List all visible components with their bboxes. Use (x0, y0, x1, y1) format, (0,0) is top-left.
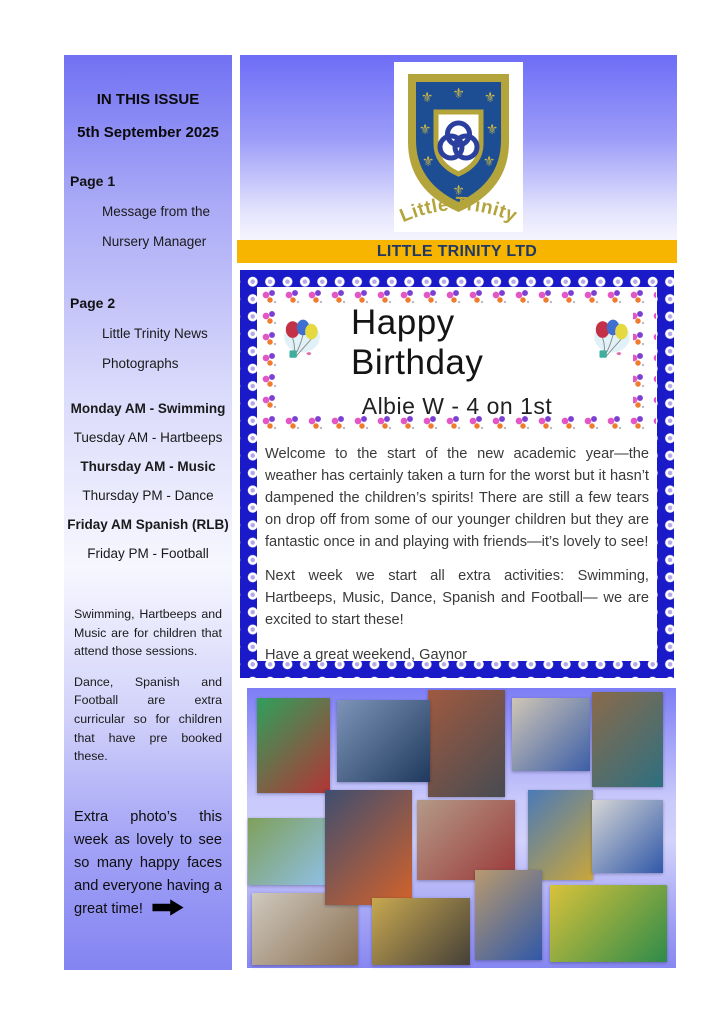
photo-collage (247, 688, 676, 968)
schedule-line: Tuesday AM - Hartbeeps (73, 430, 223, 445)
svg-text:⚜: ⚜ (420, 90, 434, 106)
schedule-line: Friday PM - Football (87, 546, 209, 561)
school-crest-logo (394, 62, 523, 232)
sidebar (64, 55, 232, 970)
manager-message (258, 434, 656, 667)
photo-friends-hug (512, 698, 590, 771)
toc-item: Nursery Manager (102, 234, 207, 249)
schedule-line: Thursday PM - Dance (82, 488, 214, 503)
issue-title: IN THIS ISSUE (96, 91, 200, 108)
photo-boy-teal (592, 692, 663, 787)
issue-date: 5th September 2025 (77, 124, 219, 141)
photo-costumes-green-door (257, 698, 330, 793)
svg-text:⚜: ⚜ (421, 154, 435, 170)
birthday-box (258, 288, 656, 434)
photo-shelves-toddler (475, 870, 542, 960)
birthday-child: Albie W - 4 on 1st (361, 392, 553, 419)
photo-blocks-girl (528, 790, 593, 880)
banner (237, 240, 677, 263)
photo-orange-basket (325, 790, 412, 905)
toc-item: Message from the (102, 204, 211, 219)
toc-page-1: Page 1 (70, 173, 116, 189)
sessions-note: Swimming, Hartbeeps and Music are for children that attend those sessions. (74, 607, 222, 659)
newsletter-border-frame (240, 270, 674, 678)
message-paragraph: Have a great weekend, Gaynor (265, 647, 467, 664)
schedule-line: Friday AM Spanish (RLB) (67, 517, 229, 532)
photo-blue-slide (248, 818, 330, 885)
main-column (240, 55, 677, 970)
photo-football-bricks (428, 690, 505, 797)
photo-dinosaur-tray (337, 700, 430, 782)
schedule-line: Thursday AM - Music (80, 459, 216, 474)
balloons-icon (281, 316, 323, 369)
svg-text:⚜: ⚜ (418, 122, 432, 138)
banner-title: LITTLE TRINITY LTD (376, 242, 538, 260)
photo-red-tops-pair (417, 800, 515, 880)
toc-item: Photographs (102, 356, 179, 371)
svg-text:⚜: ⚜ (485, 122, 499, 138)
schedule-line: Monday AM - Swimming (70, 401, 226, 416)
photo-trophies-table (372, 898, 470, 965)
balloons-icon (591, 316, 633, 369)
svg-text:⚜: ⚜ (452, 86, 465, 102)
birthday-title: Happy Birthday (351, 302, 484, 382)
message-paragraph: Next week we start all extra activities: Swimming, Hartbeeps, Music, Dance, Spanish and Football— we are excited to start these! (265, 568, 649, 629)
message-paragraph: Welcome to the start of the new academic year—the weather has certainly taken a turn for the worst but it hasn’t dampened the children’s spirits! There are still a few tears on drop off from some of our younger children but they are fantastic once in and playing with friends—it’s lovely to see! (265, 446, 649, 550)
arrow-right-icon (151, 898, 185, 925)
logo-text: Little Trinity (396, 193, 521, 227)
extra-curricular-note: Dance, Spanish and Football are extra curricular so for children that have pre booked these. (74, 674, 222, 764)
toc-item: Little Trinity News (102, 326, 208, 341)
photos-highlight-text: Extra photo’s this week as lovely to see so many happy faces and everyone having a great time! (74, 808, 222, 918)
svg-text:⚜: ⚜ (482, 154, 496, 170)
photo-mouse-ears-pair (550, 885, 667, 962)
photos-highlight (74, 806, 222, 925)
photo-holding-hands (592, 800, 663, 873)
svg-text:⚜: ⚜ (483, 90, 497, 106)
svg-text:Little Trinity (397, 194, 520, 227)
toc-page-2: Page 2 (70, 295, 116, 311)
svg-text:⚜: ⚜ (452, 183, 465, 199)
